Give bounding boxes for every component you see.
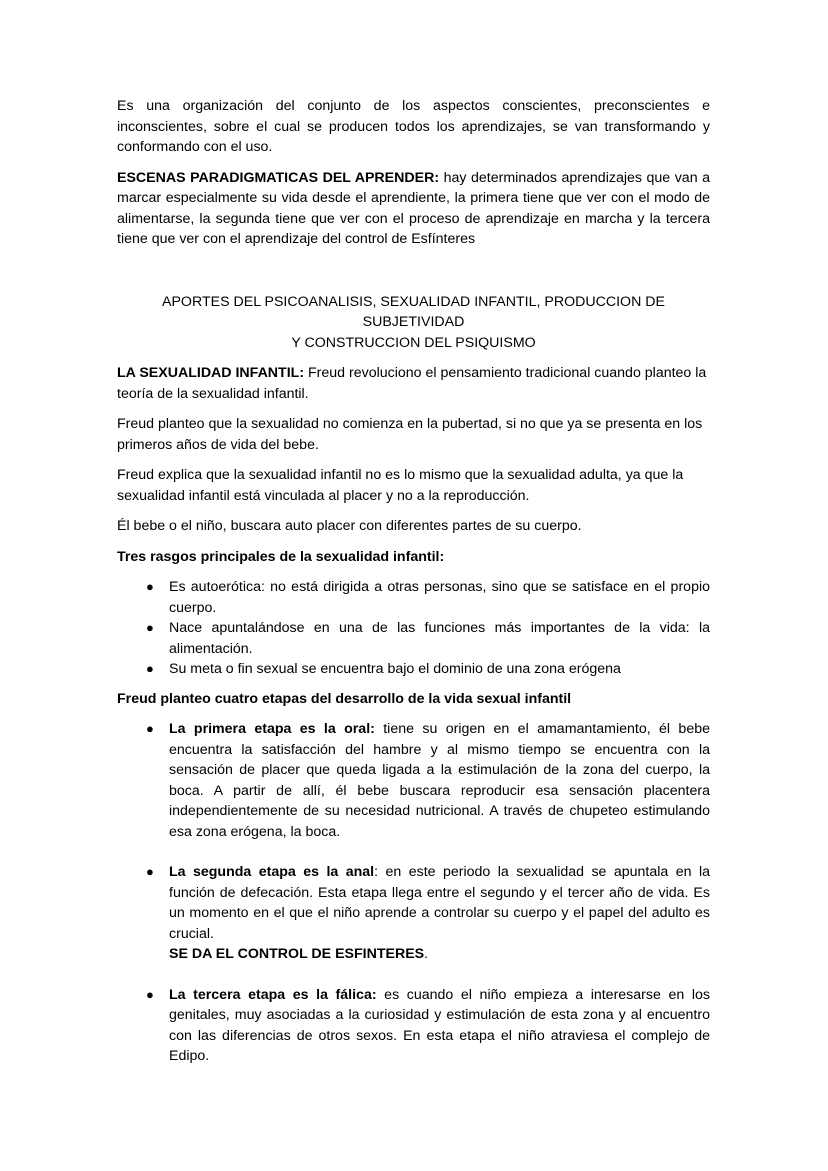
bullet-icon: ● bbox=[146, 620, 154, 635]
etapas-heading bbox=[117, 689, 710, 710]
section-title bbox=[117, 292, 710, 354]
rasgos-heading bbox=[117, 547, 710, 568]
list-item-text: Es autoerótica: no está dirigida a otras personas, sino que se satisface en el propio cuerpo. bbox=[169, 579, 710, 616]
etapa-note-bold: SE DA EL CONTROL DE ESFINTERES bbox=[169, 946, 425, 962]
escenas-paragraph bbox=[117, 168, 710, 250]
etapas-list bbox=[117, 719, 710, 1067]
list-item bbox=[117, 577, 710, 618]
bullet-icon: ● bbox=[146, 864, 154, 879]
body-paragraph: Freud explica que la sexualidad infantil no es lo mismo que la sexualidad adulta, ya que la sexualidad infantil está vinculada al placer y no a la reproducción. bbox=[117, 467, 684, 504]
etapa-text: : en este periodo la sexualidad se apuntala en la función de defecación. Esta etapa llega entre el segundo y el tercer año de vida. Es un momento en el que el niño aprende a controlar su cuerpo y el papel del adulto es crucial. bbox=[169, 864, 710, 942]
document-page bbox=[117, 96, 710, 1087]
bullet-icon: ● bbox=[146, 986, 154, 1002]
escenas-label: ESCENAS PARADIGMATICAS DEL APRENDER: bbox=[117, 169, 440, 186]
section-title-line-1: APORTES DEL PSICOANALISIS, SEXUALIDAD INFANTIL, PRODUCCION DE SUBJETIVIDAD bbox=[162, 293, 665, 330]
etapa-label: La primera etapa es la oral: bbox=[169, 721, 375, 737]
bullet-icon: ● bbox=[146, 579, 154, 594]
intro-paragraph: Es una organización del conjunto de los aspectos conscientes, preconscientes e inconscientes, sobre el cual se producen todos los aprendizajes, se van transformando y conformando con el uso. bbox=[117, 98, 710, 155]
bullet-icon: ● bbox=[146, 721, 154, 736]
list-item bbox=[117, 618, 710, 659]
etapa-note-tail: . bbox=[424, 946, 429, 962]
section-title-line-2: Y CONSTRUCCION DEL PSIQUISMO bbox=[291, 334, 536, 351]
etapa-text: tiene su origen en el amamantamiento, él bebe encuentra la satisfacción del hambre y al mismo tiempo se encuentra con la sensación de placer que queda ligada a la estimulación de la zona del cuerpo, la boca. A partir de allí, él bebe buscara reproducir esa sensación placentera independientemente de su necesidad nutricional. A través de chupeteo estimulando esa zona erógena, la boca. bbox=[169, 721, 710, 840]
list-item bbox=[117, 719, 710, 842]
etapa-note bbox=[169, 944, 710, 965]
etapa-label: La tercera etapa es la fálica: bbox=[169, 986, 377, 1003]
bullet-icon: ● bbox=[146, 661, 154, 676]
sexualidad-paragraph bbox=[117, 363, 710, 404]
list-item bbox=[117, 659, 710, 680]
rasgos-heading-text: Tres rasgos principales de la sexualidad infantil: bbox=[117, 548, 445, 565]
body-paragraph: Él bebe o el niño, buscara auto placer con diferentes partes de su cuerpo. bbox=[117, 518, 582, 534]
etapas-heading-text: Freud planteo cuatro etapas del desarrollo de la vida sexual infantil bbox=[117, 690, 572, 707]
rasgos-list bbox=[117, 577, 710, 680]
etapa-label: La segunda etapa es la anal bbox=[169, 864, 375, 880]
sexualidad-label: LA SEXUALIDAD INFANTIL: bbox=[117, 365, 305, 381]
list-item-text: Nace apuntalándose en una de las funciones más importantes de la vida: la alimentación. bbox=[169, 620, 710, 657]
etapa-text: es cuando el niño empieza a interesarse en los genitales, muy asociadas a la curiosidad y estimulación de esta zona y al encuentro con las diferencias de otros sexos. En esta etapa el niño atraviesa el complejo de Edipo. bbox=[169, 986, 710, 1064]
escenas-text: hay determinados aprendizajes que van a marcar especialmente su vida desde el aprendiente, la primera tiene que ver con el modo de alimentarse, la segunda tiene que ver con el proceso de aprendizaje en marcha y la tercera tiene que ver con el aprendizaje del control de Esfínteres bbox=[117, 169, 711, 247]
body-paragraph: Freud planteo que la sexualidad no comienza en la pubertad, si no que ya se presenta en los primeros años de vida del bebe. bbox=[117, 416, 703, 453]
list-item bbox=[117, 862, 710, 965]
list-item-text: Su meta o fin sexual se encuentra bajo el dominio de una zona erógena bbox=[169, 661, 621, 677]
list-item bbox=[117, 985, 710, 1067]
sexualidad-text: Freud revoluciono el pensamiento tradicional cuando planteo la teoría de la sexualidad infantil. bbox=[117, 365, 707, 402]
